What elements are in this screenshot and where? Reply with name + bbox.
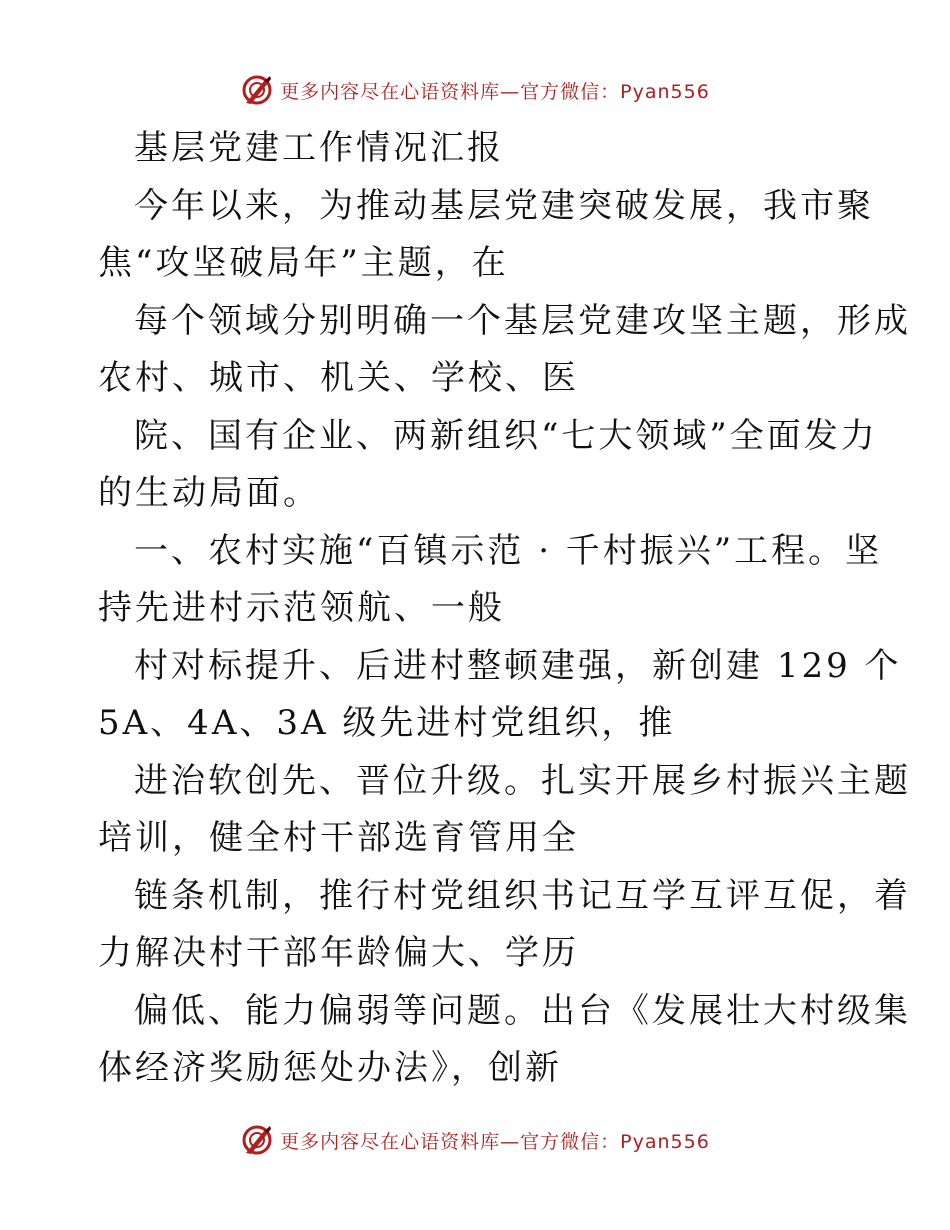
text-line: 焦“攻坚破局年”主题，在	[98, 243, 509, 283]
text-line: 体经济奖励惩处办法》，创新	[98, 1048, 562, 1088]
text-line: 5A、4A、3A 级先进村党组织，推	[98, 703, 676, 743]
text-line: 每个领域分别明确一个基层党建攻坚主题，形成	[134, 300, 911, 341]
watermark-text: 更多内容尽在心语资料库—官方微信：Pyan556	[280, 1130, 710, 1153]
watermark-banner-top	[0, 70, 950, 110]
text-line: 的生动局面。	[98, 473, 320, 513]
text-line: 村对标提升、后进村整顿建强，新创建 129 个	[134, 645, 902, 686]
text-line: 持先进村示范领航、一般	[98, 588, 505, 628]
brush-logo-icon	[240, 1123, 274, 1157]
text-line: 今年以来，为推动基层党建突破发展，我市聚	[134, 185, 874, 226]
text-line: 院、国有企业、两新组织“七大领域”全面发力	[134, 415, 878, 456]
brush-logo-icon	[240, 73, 274, 107]
text-line: 一、农村实施“百镇示范 · 千村振兴”工程。坚	[134, 530, 883, 571]
text-line: 培训，健全村干部选育管用全	[98, 818, 579, 858]
text-line: 农村、城市、机关、学校、医	[98, 358, 579, 398]
watermark-text: 更多内容尽在心语资料库—官方微信：Pyan556	[280, 80, 710, 103]
text-line: 力解决村干部年龄偏大、学历	[98, 933, 579, 973]
document-title: 基层党建工作情况汇报	[134, 128, 504, 168]
watermark-banner-bottom	[0, 1120, 950, 1160]
text-line: 进治软创先、晋位升级。扎实开展乡村振兴主题	[134, 760, 911, 801]
text-line: 偏低、能力偏弱等问题。出台《发展壮大村级集	[134, 990, 911, 1031]
text-line: 链条机制，推行村党组织书记互学互评互促，着	[134, 875, 911, 916]
document-body	[98, 120, 911, 1098]
